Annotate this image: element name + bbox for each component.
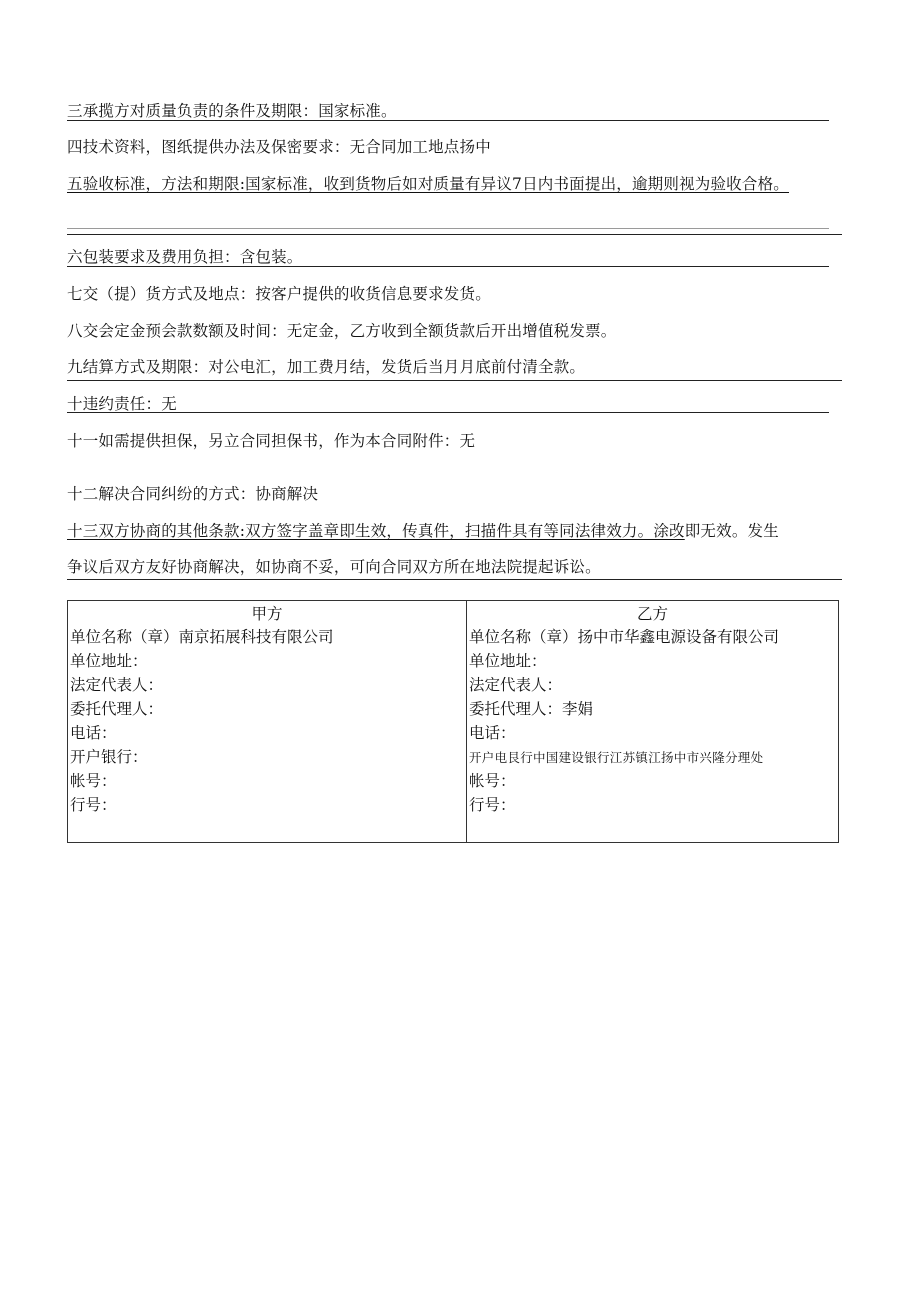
clause-4: 四技术资料，图纸提供办法及保密要求：无合同加工地点扬中 [67, 138, 491, 156]
party-b-agent: 委托代理人：李娟 [469, 700, 594, 718]
party-a-column [68, 601, 467, 842]
clause-3: 三承揽方对质量负责的条件及期限：国家标准。 [67, 102, 397, 120]
clause-8: 八交会定金预会款数额及时间：无定金，乙方收到全额货款后开出增值税发票。 [67, 322, 617, 340]
clause-6: 六包装要求及费用负担：含包装。 [67, 248, 303, 266]
party-a-agent: 委托代理人： [70, 700, 164, 718]
separator-faint [67, 228, 829, 229]
party-b-column [467, 601, 838, 842]
parties-table [67, 600, 839, 843]
party-a-header: 甲方 [251, 605, 283, 623]
clause-6-underline [67, 266, 829, 267]
party-a-bank: 开户银行： [70, 748, 148, 766]
party-b-bank: 开户电艮行中国建设银行江苏镇江扬中市兴隆分理处 [469, 750, 764, 765]
clause-10-underline [67, 412, 829, 413]
clause-13-line-2: 争议后双方友好协商解决，如协商不妥，可向合同双方所在地法院提起诉讼。 [67, 558, 601, 576]
separator [67, 234, 842, 235]
clause-13-underline [67, 579, 842, 580]
party-a-account: 帐号： [70, 772, 117, 790]
party-b-address: 单位地址： [469, 652, 547, 670]
party-a-bank-no: 行号： [70, 796, 117, 814]
party-b-unit-name: 单位名称（章）扬中市华鑫电源设备有限公司 [469, 628, 780, 646]
party-b-bank-no: 行号： [469, 796, 516, 814]
clause-13-underlined: 十三双方协商的其他条款:双方签字盖章即生效，传真件，扫描件具有等同法律效力。涂改 [67, 522, 685, 540]
party-a-legal-rep: 法定代表人： [70, 676, 164, 694]
party-a-unit-name: 单位名称（章）南京拓展科技有限公司 [70, 628, 334, 646]
clause-10: 十违约责任：无 [67, 395, 177, 413]
party-a-address: 单位地址： [70, 652, 148, 670]
clause-7: 七交（提）货方式及地点：按客户提供的收货信息要求发货。 [67, 285, 491, 303]
party-b-account: 帐号： [469, 772, 516, 790]
clause-13-rest: 即无效。发生 [684, 522, 779, 540]
clause-13 [67, 521, 779, 541]
party-b-header: 乙方 [636, 605, 668, 623]
party-a-phone: 电话： [70, 724, 117, 742]
clause-12: 十二解决合同纠纷的方式：协商解决 [67, 485, 319, 503]
clause-9-underline [67, 380, 842, 381]
party-b-phone: 电话： [469, 724, 516, 742]
clause-3-underline [67, 120, 829, 121]
clause-11: 十一如需提供担保，另立合同担保书，作为本合同附件：无 [67, 432, 476, 450]
party-b-legal-rep: 法定代表人： [469, 676, 563, 694]
clause-5: 五验收标准，方法和期限:国家标准，收到货物后如对质量有异议7日内书面提出，逾期则视为验收合格。 [67, 175, 789, 193]
clause-9: 九结算方式及期限：对公电汇，加工费月结，发货后当月月底前付清全款。 [67, 358, 586, 376]
